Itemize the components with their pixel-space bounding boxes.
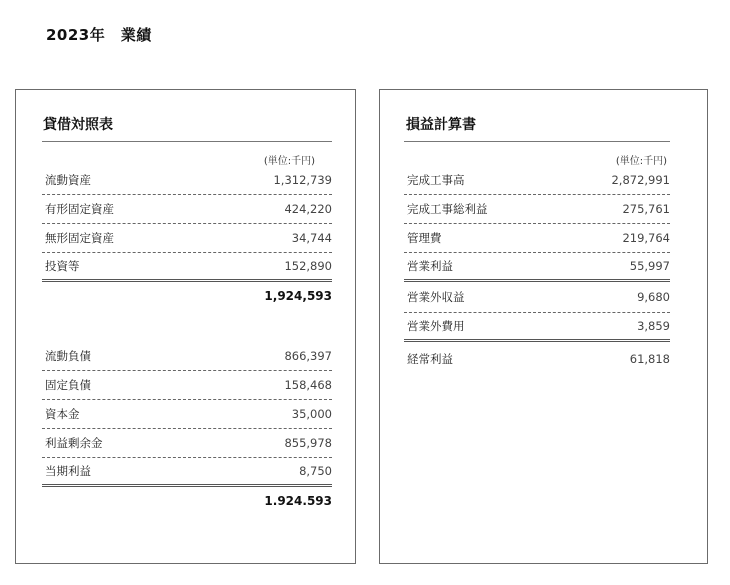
income-rows (404, 166, 670, 376)
row-label: 利益剰余金 (45, 436, 103, 450)
unit-label: (単位:千円) (263, 156, 315, 167)
assets-total: 1,924,593 (264, 289, 332, 303)
income-row (404, 342, 670, 376)
row-label: 営業外費用 (407, 319, 465, 333)
row-value: 35,000 (291, 407, 332, 421)
balance-sheet-panel (15, 89, 356, 564)
row-label: 無形固定資産 (45, 231, 114, 245)
income-statement-heading: 損益計算書 (406, 117, 476, 133)
row-label: 流動資産 (45, 173, 91, 187)
row-value: 9,680 (637, 290, 670, 304)
asset-row (42, 224, 332, 253)
income-row (404, 224, 670, 253)
liability-row (42, 371, 332, 400)
row-value: 8,750 (299, 464, 332, 478)
row-value: 55,997 (629, 259, 670, 273)
row-value: 275,761 (622, 202, 670, 216)
liability-row (42, 458, 332, 487)
heading-divider (404, 141, 670, 142)
row-label: 固定負債 (45, 378, 91, 392)
row-label: 投資等 (45, 259, 80, 273)
row-value: 34,744 (291, 231, 332, 245)
liability-row (42, 342, 332, 371)
row-label: 経常利益 (407, 352, 453, 366)
liabilities-list (42, 342, 332, 515)
row-label: 完成工事高 (407, 173, 465, 187)
row-label: 当期利益 (45, 464, 91, 478)
row-label: 営業外収益 (407, 290, 465, 304)
row-label: 資本金 (45, 407, 80, 421)
page-title: 2023年 業績 (46, 26, 152, 44)
asset-row (42, 195, 332, 224)
row-label: 流動負債 (45, 349, 91, 363)
balance-sheet-heading: 貸借対照表 (43, 117, 113, 133)
income-row (404, 253, 670, 282)
asset-row (42, 253, 332, 282)
row-value: 855,978 (284, 436, 332, 450)
row-value: 152,890 (284, 259, 332, 273)
row-value: 2,872,991 (611, 173, 670, 187)
row-value: 219,764 (622, 231, 670, 245)
row-value: 424,220 (284, 202, 332, 216)
row-value: 1,312,739 (273, 173, 332, 187)
liability-row (42, 429, 332, 458)
income-row (404, 282, 670, 313)
row-label: 営業利益 (407, 259, 453, 273)
row-value: 61,818 (629, 352, 670, 366)
row-label: 有形固定資産 (45, 202, 114, 216)
income-row (404, 166, 670, 195)
liability-row (42, 400, 332, 429)
row-value: 158,468 (284, 378, 332, 392)
heading-divider (42, 141, 332, 142)
row-label: 管理費 (407, 231, 442, 245)
row-label: 完成工事総利益 (407, 202, 488, 216)
unit-label: (単位:千円) (615, 156, 667, 167)
income-row (404, 195, 670, 224)
income-statement-panel (379, 89, 708, 564)
assets-list (42, 166, 332, 310)
liabilities-total: 1.924.593 (264, 494, 332, 508)
row-value: 3,859 (637, 319, 670, 333)
asset-row (42, 166, 332, 195)
income-row (404, 313, 670, 342)
row-value: 866,397 (284, 349, 332, 363)
